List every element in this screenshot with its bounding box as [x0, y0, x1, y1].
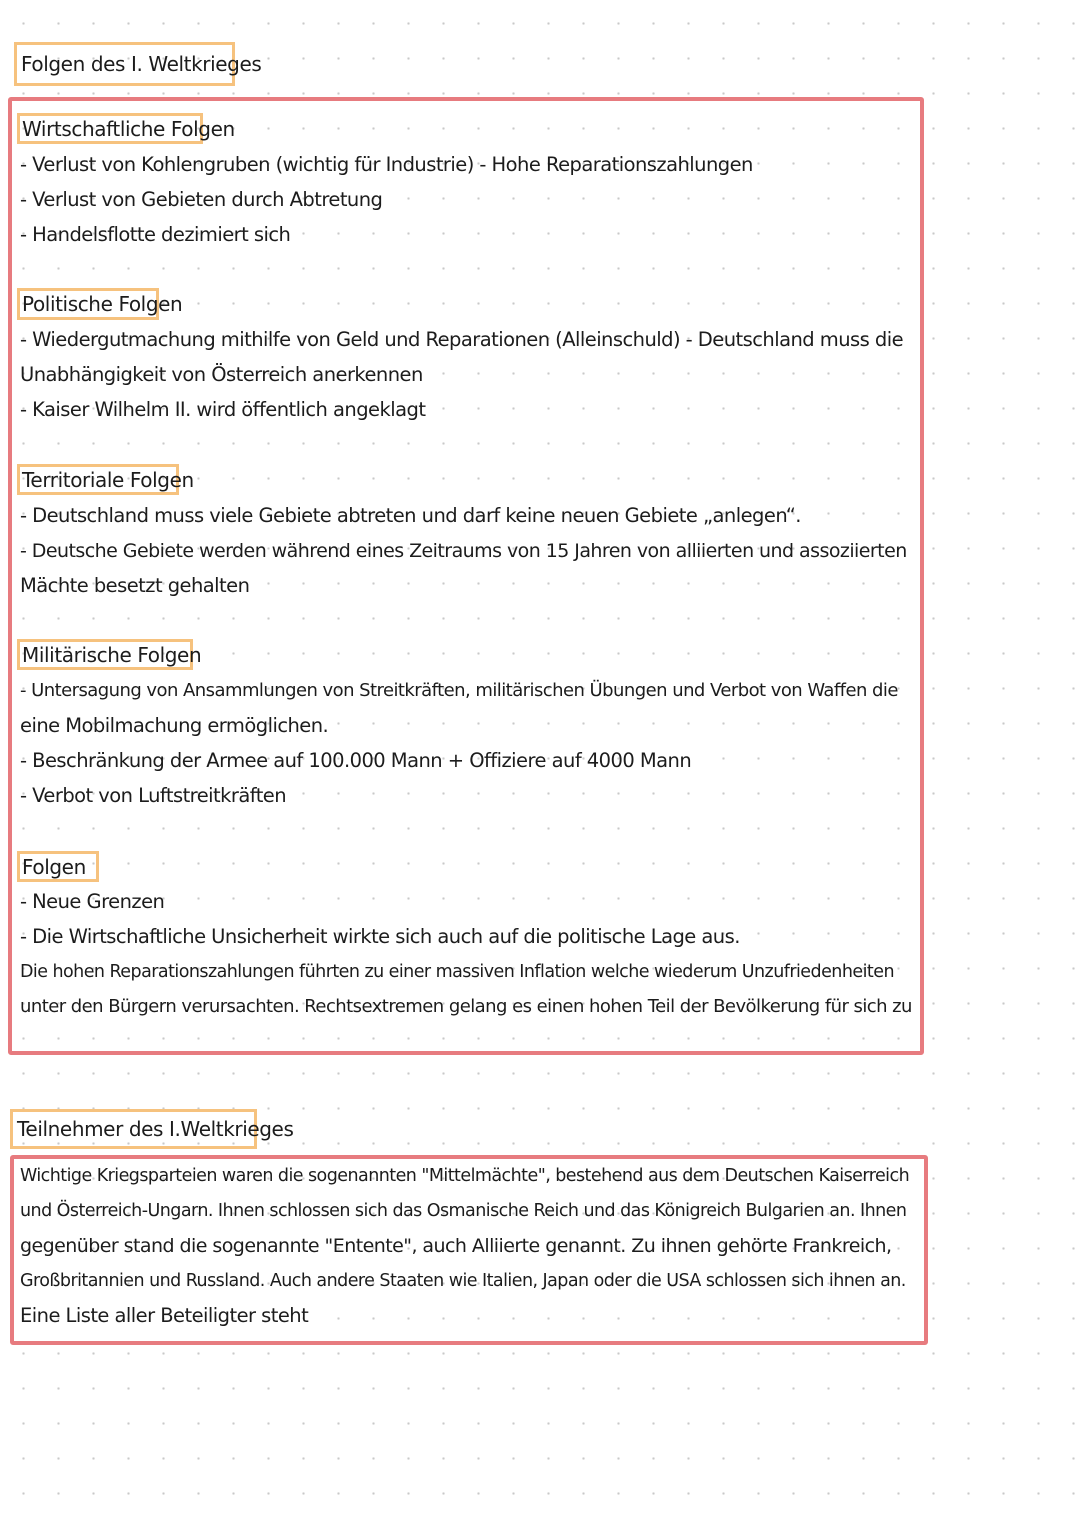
section-line: Unabhängigkeit von Österreich anerkennen [20, 363, 423, 386]
section-heading-territorial: Territoriale Folgen [17, 464, 179, 495]
section-line: - Verbot von Luftstreitkräften [20, 784, 287, 807]
section-line: eine Mobilmachung ermöglichen. [20, 714, 329, 737]
section-line: - Neue Grenzen [20, 890, 165, 913]
section-heading-military: Militärische Folgen [17, 639, 193, 670]
section-line: - Wiedergutmachung mithilfe von Geld und Reparationen (Alleinschuld) - Deutschland muss die [20, 328, 904, 351]
participants-title: Teilnehmer des I.Weltkrieges [10, 1109, 257, 1149]
participants-line: Wichtige Kriegsparteien waren die sogenannten "Mittelmächte", bestehend aus dem Deutschen Kaiserreich [20, 1166, 910, 1186]
section-line: - Deutsche Gebiete werden während eines Zeitraums von 15 Jahren von alliierten und assoziierten [20, 540, 907, 562]
section-line: unter den Bürgern verursachten. Rechtsextremen gelang es einen hohen Teil der Bevölkerung für sich zu [20, 996, 912, 1017]
section-heading-consequences: Folgen [17, 851, 99, 882]
section-line: - Deutschland muss viele Gebiete abtreten und darf keine neuen Gebiete „anlegen“. [20, 504, 801, 527]
section-heading-economic: Wirtschaftliche Folgen [17, 113, 203, 144]
section-line: - Beschränkung der Armee auf 100.000 Mann + Offiziere auf 4000 Mann [20, 749, 692, 772]
participants-line: Eine Liste aller Beteiligter steht [20, 1304, 309, 1327]
page-title: Folgen des I. Weltkrieges [14, 42, 235, 86]
participants-line: und Österreich-Ungarn. Ihnen schlossen sich das Osmanische Reich und das Königreich Bulgarien an. Ihnen [20, 1201, 907, 1221]
section-line: - Verlust von Kohlengruben (wichtig für Industrie) - Hohe Reparationszahlungen [20, 153, 753, 176]
participants-line: gegenüber stand die sogenannte "Entente", auch Alliierte genannt. Zu ihnen gehörte Frankreich, [20, 1235, 892, 1257]
section-line: - Kaiser Wilhelm II. wird öffentlich angeklagt [20, 398, 426, 421]
section-line: - Verlust von Gebieten durch Abtretung [20, 188, 383, 211]
section-line: - Handelsflotte dezimiert sich [20, 223, 291, 246]
section-line: Die hohen Reparationszahlungen führten zu einer massiven Inflation welche wiederum Unzufriedenheiten [20, 962, 894, 982]
section-line: Mächte besetzt gehalten [20, 574, 250, 597]
section-heading-political: Politische Folgen [17, 288, 159, 320]
participants-line: Großbritannien und Russland. Auch andere Staaten wie Italien, Japan oder die USA schlossen sich ihnen an. [20, 1271, 906, 1291]
section-line: - Untersagung von Ansammlungen von Streitkräften, militärischen Übungen und Verbot von Waffen die [20, 680, 898, 701]
section-line: - Die Wirtschaftliche Unsicherheit wirkte sich auch auf die politische Lage aus. [20, 925, 740, 948]
